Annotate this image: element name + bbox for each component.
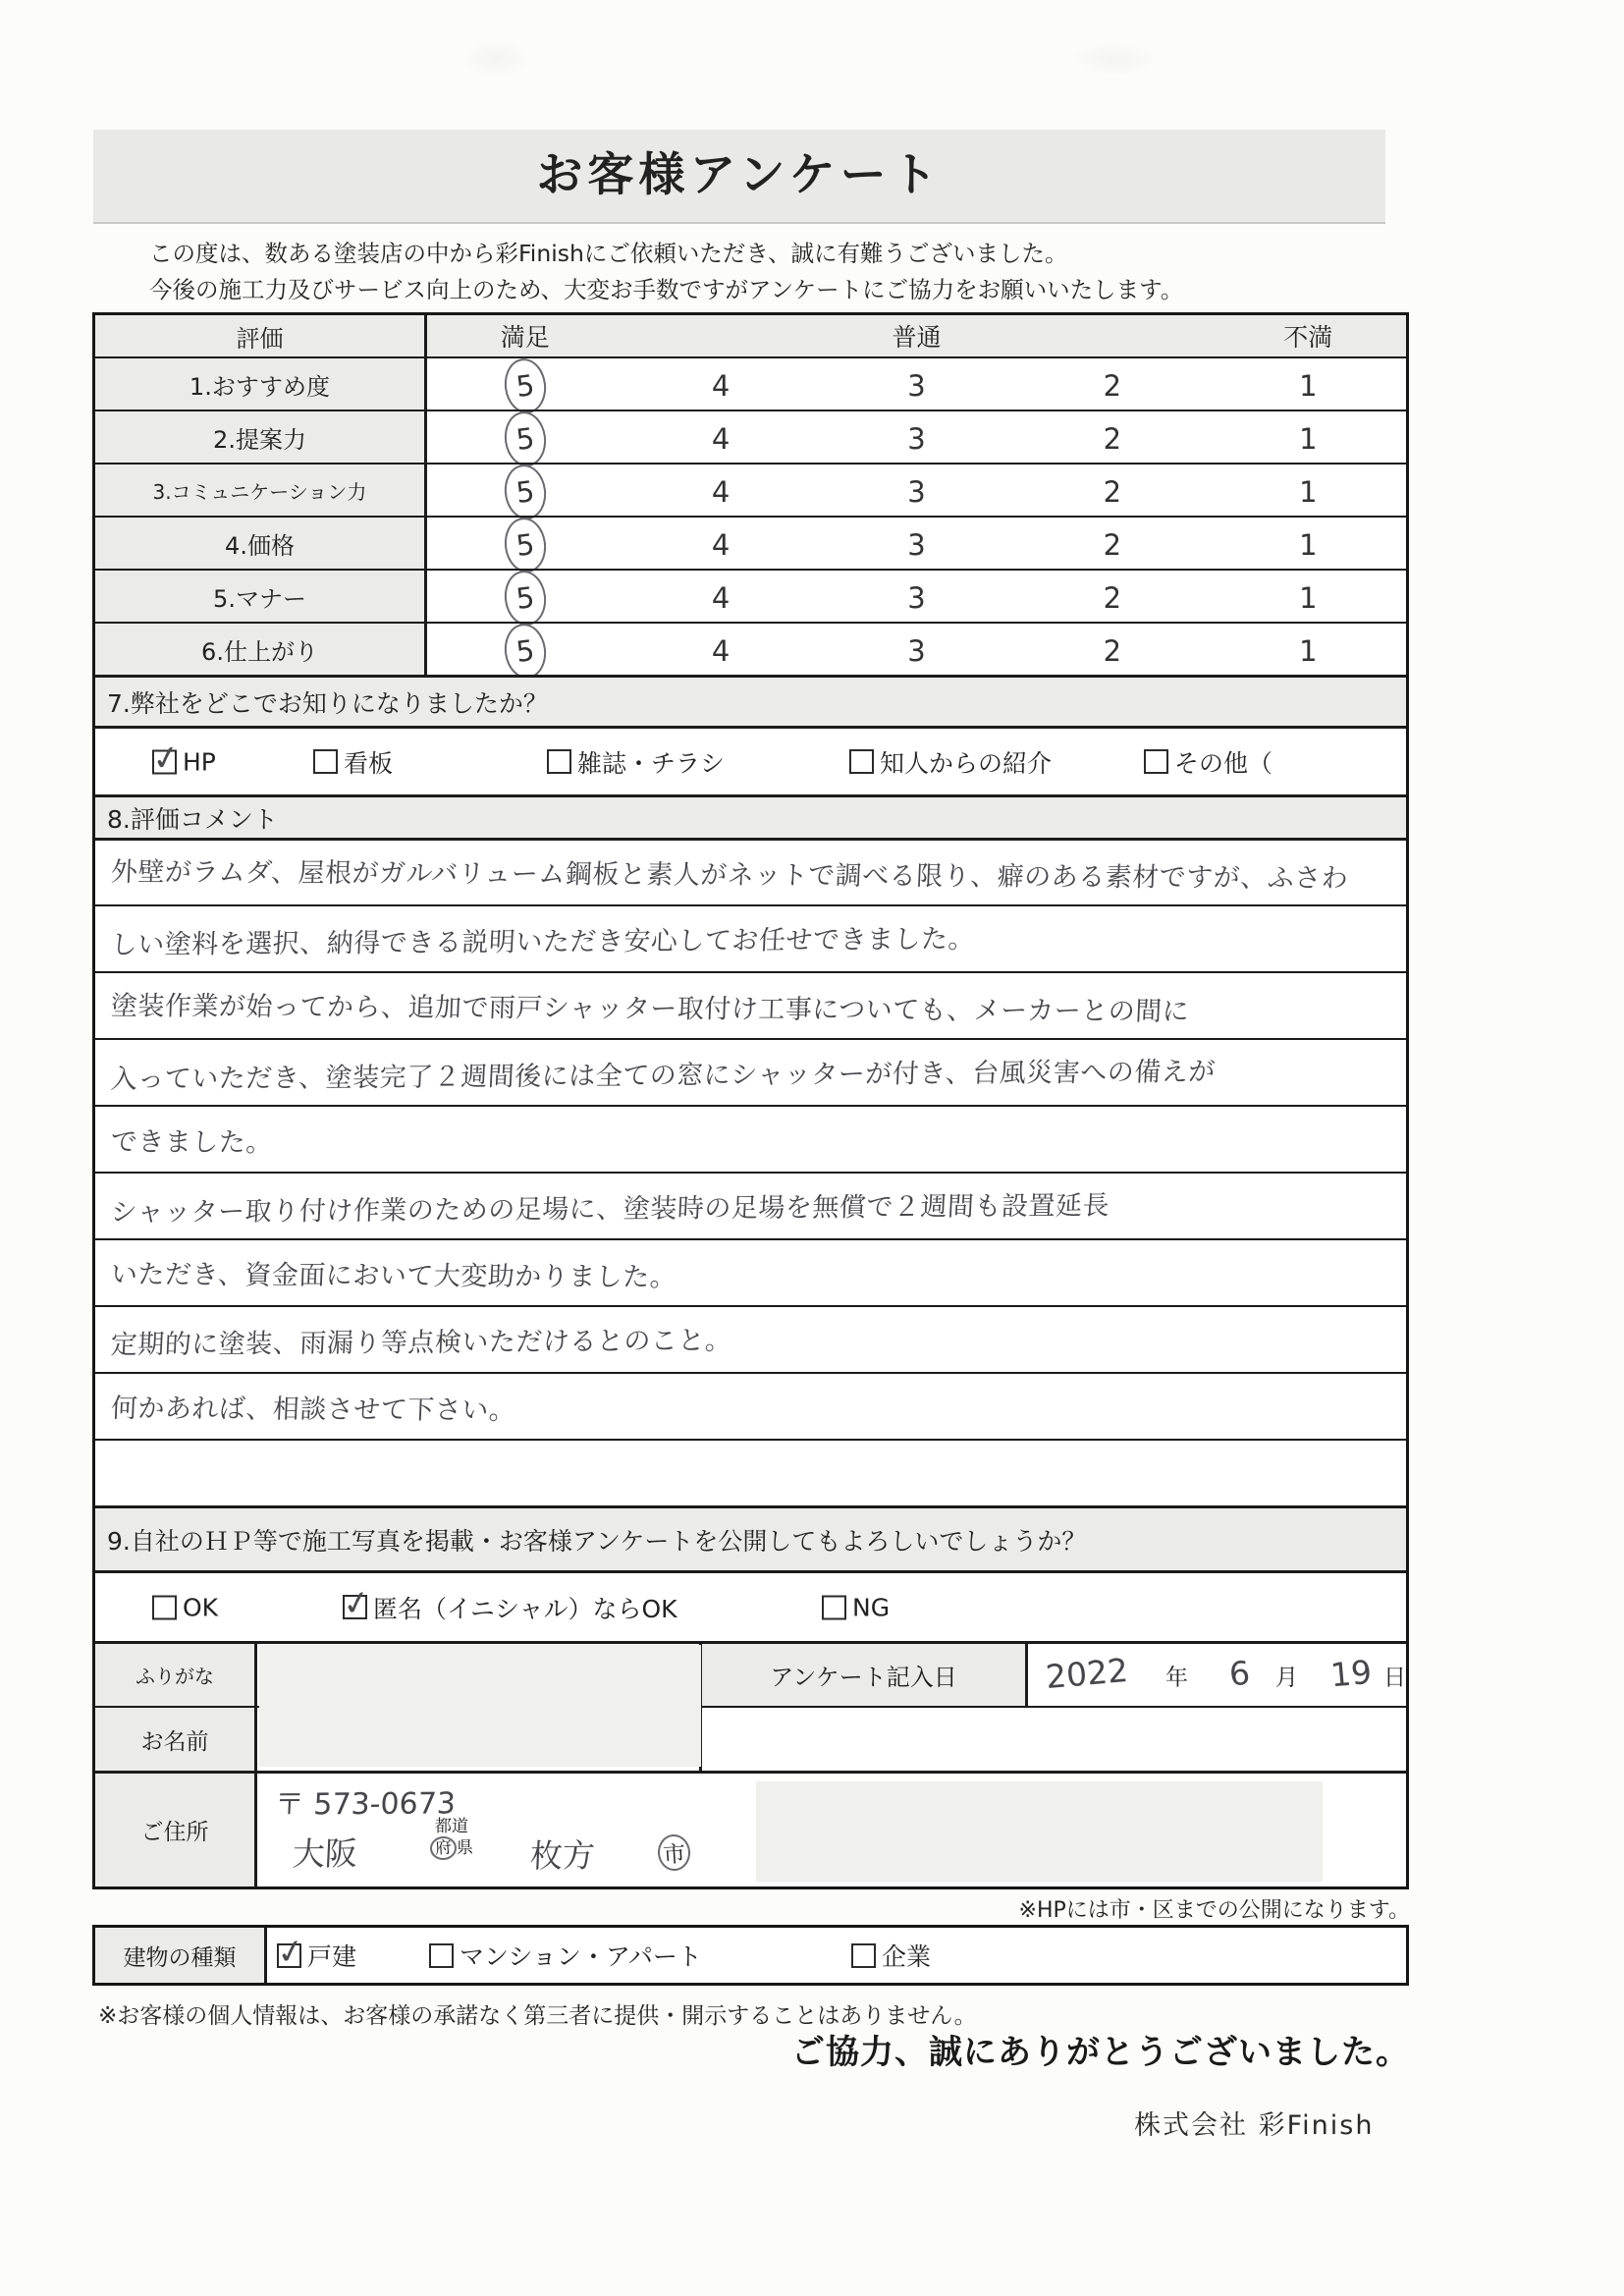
building-option-apartment[interactable]: [429, 1938, 702, 1973]
q7-option-referral[interactable]: [849, 744, 1052, 780]
rating-3-value-4[interactable]: 4: [711, 475, 731, 509]
comment-line: 入っていただき、塗装完了２週間後には全ての窓にシャッターが付き、台風災害への備えが: [109, 1056, 1217, 1095]
rating-4-value-3[interactable]: 3: [907, 528, 926, 562]
rating-3-value-1[interactable]: 1: [1299, 475, 1318, 509]
rating-row-price: [95, 516, 1406, 569]
comment-line-row: [95, 904, 1406, 971]
date-day-suffix: 日: [1383, 1665, 1406, 1690]
selected-rating-circle: [501, 463, 549, 522]
rating-5-value-2[interactable]: 2: [1103, 581, 1122, 615]
comment-line-row: [95, 1105, 1406, 1172]
name-label: お名前: [95, 1708, 257, 1771]
rating-row-label: 4.価格: [95, 518, 427, 569]
rating-value: 5: [514, 421, 536, 457]
address-value-cell[interactable]: [257, 1774, 1406, 1886]
rating-value: 5: [514, 368, 536, 404]
building-type-label: 建物の種類: [95, 1928, 267, 1983]
rating-4-value-1[interactable]: 1: [1299, 528, 1318, 562]
rating-1-value-4[interactable]: 4: [711, 369, 731, 403]
rating-5-value-1[interactable]: 1: [1299, 581, 1318, 615]
rating-5-value-4[interactable]: 4: [711, 581, 731, 615]
postal-code-value: 〒 573-0673: [274, 1786, 457, 1823]
q7-options-row: [95, 726, 1406, 794]
comment-line: シャッター取り付け作業のための足場に、塗装時の足場を無償で２週間も設置延長: [109, 1189, 1110, 1229]
comment-line-row: [95, 1305, 1406, 1372]
comment-line-row: [95, 1372, 1406, 1439]
rating-2-value-3[interactable]: 3: [907, 422, 926, 456]
name-extra-cell: [702, 1708, 1406, 1771]
q9-title: 9.自社のＨＰ等で施工写真を掲載・お客様アンケートを公開してもよろしいでしょうか？: [107, 1526, 1087, 1556]
checkbox-icon[interactable]: [851, 1943, 876, 1968]
rating-1-value-3[interactable]: 3: [907, 369, 926, 403]
checkbox-icon[interactable]: [273, 1930, 308, 1974]
q9-option-anonymous-ok[interactable]: [339, 1581, 677, 1626]
checkbox-icon[interactable]: [148, 736, 184, 781]
q7-option-hp[interactable]: [148, 736, 216, 781]
title-band: [93, 130, 1385, 224]
q9-options-row: [95, 1570, 1406, 1641]
q7-option-label: 知人からの紹介: [880, 748, 1053, 778]
rating-1-value-2[interactable]: 2: [1103, 369, 1122, 403]
rating-1-value-1[interactable]: 1: [1299, 369, 1318, 403]
rating-6-value-2[interactable]: 2: [1103, 634, 1122, 668]
date-day-value: 19: [1328, 1652, 1374, 1694]
q7-title: 7.弊社をどこでお知りになりましたか？: [107, 688, 548, 718]
comment-line: できました。: [110, 1126, 274, 1158]
rating-header-normal: 普通: [892, 323, 942, 352]
q9-option-label: 匿名（イニシャル）ならOK: [373, 1594, 677, 1623]
building-option-house[interactable]: [273, 1930, 357, 1974]
comment-line-row-empty: [95, 1439, 1406, 1505]
q7-title-row: [95, 675, 1406, 726]
company-name: 株式会社 彩Finish: [1134, 2110, 1375, 2141]
city-suffix: [658, 1834, 690, 1871]
address-label: ご住所: [95, 1774, 257, 1886]
checkbox-icon[interactable]: [849, 749, 874, 774]
q7-option-label: 雑誌・チラシ: [577, 748, 726, 778]
check-mark-icon: ✓: [273, 1930, 308, 1974]
rating-row-recommend: [95, 356, 1406, 410]
date-year-suffix: 年: [1165, 1665, 1188, 1690]
rating-6-value-5[interactable]: [427, 624, 623, 679]
comment-line-row: [95, 971, 1406, 1038]
rating-value: 5: [514, 474, 536, 510]
comment-line: 外壁がラムダ、屋根がガルバリューム鋼板と素人がネットで調べる限り、癖のある素材ですが、ふさわ: [110, 856, 1349, 895]
scan-artifact: [461, 39, 530, 79]
rating-header-row: [95, 315, 1406, 356]
page-title: お客様アンケート: [536, 148, 943, 202]
building-option-label: 企業: [882, 1942, 932, 1971]
rating-row-finish: [95, 622, 1406, 675]
intro-text: [149, 236, 1183, 308]
rating-2-value-2[interactable]: 2: [1103, 422, 1122, 456]
selected-rating-circle: [501, 516, 549, 575]
selected-fu-circle: 府: [429, 1835, 458, 1861]
comment-line-row: [95, 1038, 1406, 1105]
rating-row-label: 3.コミュニケーション力: [95, 465, 427, 516]
name-redaction-box: [259, 1645, 701, 1767]
rating-header-dissatisfied: 不満: [1283, 323, 1333, 352]
comment-line: 何かあれば、相談させて下さい。: [110, 1393, 516, 1426]
check-mark-icon: ✓: [339, 1581, 374, 1626]
rating-header-satisfied: 満足: [500, 323, 550, 352]
thanks-message: ご協力、誠にありがとうございました。: [791, 2033, 1410, 2072]
q9-title-row: [95, 1505, 1406, 1570]
q8-title-row: [95, 794, 1406, 838]
rating-1-value-5[interactable]: [427, 358, 623, 413]
selected-city-circle: 市: [657, 1833, 692, 1872]
rating-row-proposal: [95, 410, 1406, 463]
city-value: 枚方: [529, 1835, 596, 1876]
building-option-label: マンション・アパート: [460, 1942, 702, 1971]
q9-option-ng[interactable]: [822, 1593, 890, 1621]
rating-row-label: 5.マナー: [95, 571, 427, 622]
check-mark-icon: ✓: [148, 736, 184, 781]
date-month-value: 6: [1227, 1653, 1252, 1693]
rating-3-value-2[interactable]: 2: [1103, 475, 1122, 509]
address-row: [95, 1771, 1406, 1886]
survey-date-cell[interactable]: [1028, 1644, 1406, 1706]
checkbox-icon[interactable]: [1144, 749, 1168, 774]
survey-form-table: [92, 312, 1409, 1889]
rating-6-value-1[interactable]: 1: [1299, 634, 1318, 668]
comment-line-row: [95, 838, 1406, 904]
q7-option-other[interactable]: [1144, 744, 1272, 780]
rating-5-value-5[interactable]: [427, 571, 623, 626]
q7-option-label: その他（: [1174, 748, 1273, 778]
checkbox-icon[interactable]: [339, 1581, 374, 1626]
prefecture-selector: [430, 1817, 473, 1860]
rating-2-value-1[interactable]: 1: [1299, 422, 1318, 456]
rating-row-manner: [95, 569, 1406, 622]
comment-line-row: [95, 1172, 1406, 1238]
rating-4-value-5[interactable]: [427, 518, 623, 573]
q9-option-ok[interactable]: [152, 1593, 218, 1621]
rating-6-value-4[interactable]: 4: [711, 634, 731, 668]
date-month-suffix: 月: [1275, 1665, 1298, 1690]
comment-line-row: [95, 1238, 1406, 1305]
q7-option-magazine[interactable]: [547, 744, 725, 780]
rating-5-value-3[interactable]: 3: [907, 581, 926, 615]
selector-ken: 県: [457, 1838, 473, 1858]
selected-rating-circle: [501, 569, 549, 629]
rating-header-label: 評価: [95, 315, 427, 356]
building-type-options: [267, 1928, 1406, 1983]
q9-option-label: NG: [852, 1593, 891, 1621]
selected-rating-circle: [501, 622, 549, 682]
selector-top: 都道: [435, 1817, 468, 1836]
checkbox-icon[interactable]: [547, 749, 571, 774]
rating-value: 5: [514, 633, 536, 669]
rating-value: 5: [514, 580, 536, 616]
comment-line: いただき、資金面において大変助かりました。: [110, 1258, 677, 1293]
rating-row-label: 2.提案力: [95, 411, 427, 463]
building-type-table: [92, 1925, 1409, 1986]
rating-4-value-2[interactable]: 2: [1103, 528, 1122, 562]
checkbox-icon[interactable]: [152, 1595, 177, 1619]
rating-2-value-5[interactable]: [427, 411, 623, 466]
date-year-value: 2022: [1044, 1650, 1130, 1696]
survey-date-label: アンケート記入日: [702, 1644, 1028, 1706]
q8-title: 8.評価コメント: [107, 804, 278, 834]
rating-3-value-3[interactable]: 3: [907, 475, 926, 509]
rating-value: 5: [514, 527, 536, 563]
rating-3-value-5[interactable]: [427, 465, 623, 519]
building-option-company[interactable]: [851, 1938, 931, 1973]
comment-line: 定期的に塗装、雨漏り等点検いただけるとのこと。: [110, 1325, 733, 1360]
comment-line: しい塗料を選択、納得できる説明いただき安心してお任せできました。: [110, 923, 976, 960]
building-option-label: 戸建: [307, 1942, 357, 1971]
comment-line: 塗装作業が始ってから、追加で雨戸シャッター取付け工事についても、メーカーとの間に: [110, 990, 1190, 1027]
rating-6-value-3[interactable]: 3: [907, 634, 926, 668]
rating-2-value-4[interactable]: 4: [711, 422, 731, 456]
checkbox-icon[interactable]: [313, 749, 338, 774]
scan-artifact: [1070, 41, 1159, 77]
q7-option-label: HP: [183, 747, 216, 776]
selected-rating-circle: [501, 410, 549, 469]
intro-line-1: この度は、数ある塗装店の中から彩Finishにご依頼いただき、誠に有難うございました。: [149, 240, 1068, 267]
rating-row-label: 6.仕上がり: [95, 624, 427, 675]
privacy-note: ※お客様の個人情報は、お客様の承諾なく第三者に提供・開示することはありません。: [98, 2003, 977, 2029]
q7-option-signboard[interactable]: [313, 744, 393, 780]
checkbox-icon[interactable]: [822, 1595, 846, 1619]
hp-disclosure-note: ※HPには市・区までの公開になります。: [1018, 1898, 1410, 1923]
selected-rating-circle: [501, 356, 549, 416]
rating-row-communication: [95, 463, 1406, 516]
furigana-label: ふりがな: [95, 1644, 257, 1706]
rating-4-value-4[interactable]: 4: [711, 528, 731, 562]
rating-row-label: 1.おすすめ度: [95, 358, 427, 410]
q9-option-label: OK: [183, 1593, 219, 1621]
checkbox-icon[interactable]: [429, 1943, 454, 1968]
prefecture-value: 大阪: [292, 1833, 358, 1874]
q7-option-label: 看板: [344, 748, 394, 778]
address-redaction-box: [756, 1781, 1323, 1882]
intro-line-2: 今後の施工力及びサービス向上のため、大変お手数ですがアンケートにご協力をお願いいたします。: [149, 276, 1184, 303]
